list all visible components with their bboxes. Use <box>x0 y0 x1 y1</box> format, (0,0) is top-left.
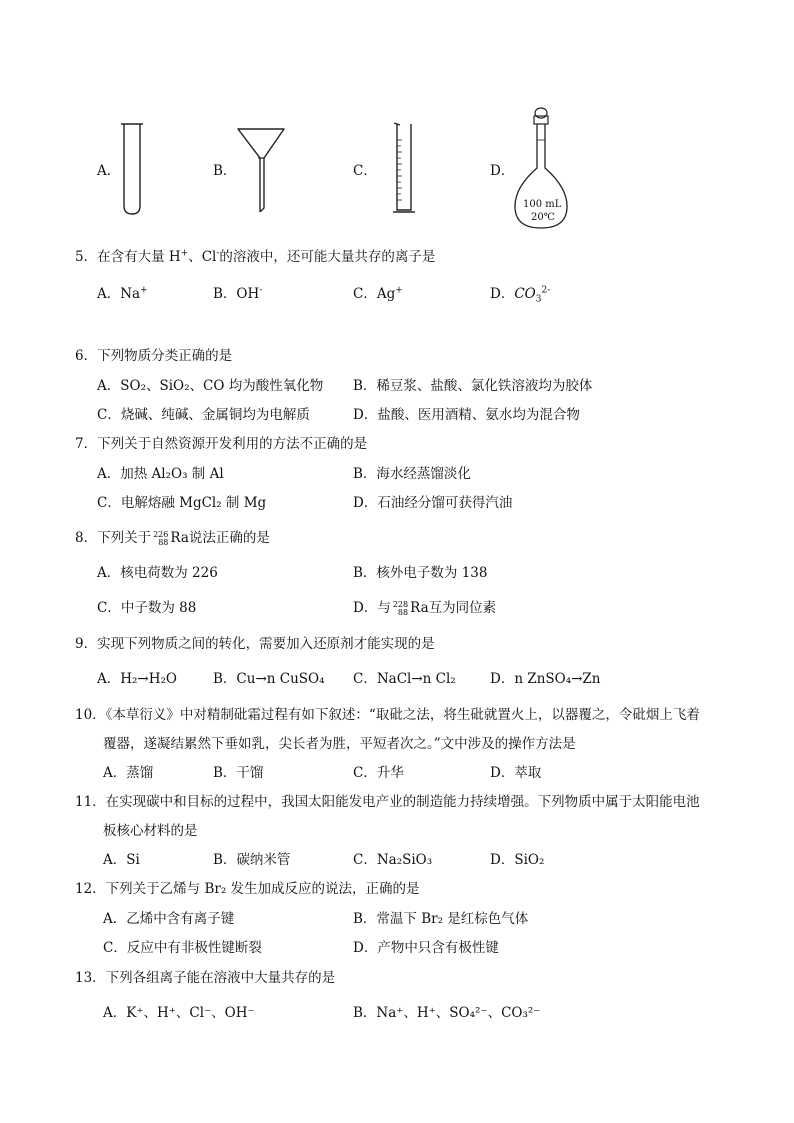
q12-option-d: D．产物中只含有极性键 <box>353 940 499 956</box>
q9-option-a: A．H₂→H₂O <box>97 671 177 687</box>
q5-option-a <box>97 285 148 303</box>
q8-stem <box>75 529 270 547</box>
q10-stem-line1: 10．《本草衍义》中对精制砒霜过程有如下叙述：“取砒之法，将生砒就置火上，以器覆之，令砒烟上飞着 <box>75 707 700 723</box>
q8-atomic-number: 88 <box>158 537 169 547</box>
q6-option-c: C．烧碱、纯碱、金属铜均为电解质 <box>97 407 310 423</box>
q8-d-mass-number: 228 <box>392 599 409 609</box>
q11-option-b: B．碳纳米管 <box>213 852 291 868</box>
q5-stem-part: 的溶液中，还可能大量共存的离子是 <box>219 249 436 265</box>
q5-a-sup: + <box>140 285 148 296</box>
q13-stem: 13．下列各组离子能在溶液中大量共存的是 <box>75 970 336 986</box>
q8-option-b: B．核外电子数为 138 <box>353 565 488 581</box>
q5-c-text: C．Ag <box>353 286 396 302</box>
q5-d-sup: 2- <box>541 285 551 296</box>
q8-d-part: 互为同位素 <box>428 600 497 616</box>
q10-option-b: B．干馏 <box>213 765 264 781</box>
q11-option-d: D．SiO₂ <box>490 852 545 868</box>
flask-label-volume: 100 mL <box>523 199 562 210</box>
q7-option-d: D．石油经分馏可获得汽油 <box>353 495 513 511</box>
q9-option-c: C．NaCl→n Cl₂ <box>353 671 456 687</box>
q5-d-text: D． <box>490 286 515 302</box>
q11-stem-line2: 板核心材料的是 <box>103 823 198 839</box>
q5-b-text: B．OH <box>213 286 260 302</box>
q9-option-d: D．n ZnSO₄→Zn <box>490 671 601 687</box>
q6-option-b: B．稀豆浆、盐酸、氯化铁溶液均为胶体 <box>353 378 593 394</box>
q10-stem-line2: 覆器，遂凝结累然下垂如乳，尖长者为胜，平短者次之。”文中涉及的操作方法是 <box>103 736 576 752</box>
q6-option-a: A．SO₂、SiO₂、CO 均为酸性氧化物 <box>97 378 324 394</box>
q6-option-d: D．盐酸、医用酒精、氨水均为混合物 <box>353 407 580 423</box>
q8-d-atomic-number: 88 <box>397 607 409 617</box>
q8-option-a: A．核电荷数为 226 <box>97 565 218 581</box>
q5-d-formula: CO <box>514 286 536 302</box>
q4-option-c-letter: C． <box>353 163 377 179</box>
q8-d-part: D．与 <box>353 600 391 616</box>
q8-stem-part: 8．下列关于 <box>75 530 152 546</box>
q5-b-sup: - <box>259 285 263 296</box>
q5-option-d <box>490 285 550 303</box>
q10-option-c: C．升华 <box>353 765 404 781</box>
q6-stem: 6．下列物质分类正确的是 <box>75 348 233 364</box>
q8-element: Ra <box>170 530 189 546</box>
q5-d-sub: 3 <box>535 294 542 305</box>
q8-d-nuclide-numbers <box>393 601 408 617</box>
q4-option-b-letter: B． <box>213 163 237 179</box>
q10-option-d: D．萃取 <box>490 765 542 781</box>
q8-d-element: Ra <box>410 600 429 616</box>
q5-sup: + <box>180 248 189 259</box>
q7-option-a: A．加热 Al₂O₃ 制 Al <box>97 466 224 482</box>
q5-stem-part: 5．在含有大量 H <box>75 249 181 265</box>
q9-option-b: B．Cu→n CuSO₄ <box>213 671 325 687</box>
q12-stem: 12．下列关于乙烯与 Br₂ 发生加成反应的说法，正确的是 <box>75 881 420 897</box>
q11-option-c: C．Na₂SiO₃ <box>353 852 433 868</box>
q9-stem: 9．实现下列物质之间的转化，需要加入还原剂才能实现的是 <box>75 636 435 652</box>
graduated-cylinder-icon <box>390 120 418 216</box>
q5-stem-part: 、Cl <box>188 249 217 265</box>
q4-option-a-letter: A． <box>97 163 121 179</box>
q5-stem <box>75 248 435 266</box>
q5-a-text: A．Na <box>97 286 141 302</box>
test-tube-icon <box>118 120 146 218</box>
q5-option-c <box>353 285 403 303</box>
q7-stem: 7．下列关于自然资源开发利用的方法不正确的是 <box>75 436 368 452</box>
q10-option-a: A．蒸馏 <box>103 765 154 781</box>
q13-option-a: A．K⁺、H⁺、Cl⁻、OH⁻ <box>103 1005 255 1021</box>
q12-option-a: A．乙烯中含有离子键 <box>103 911 235 927</box>
q8-stem-part: 说法正确的是 <box>188 530 270 546</box>
q5-sup: - <box>216 248 220 259</box>
q12-option-b: B．常温下 Br₂ 是红棕色气体 <box>353 911 529 927</box>
q7-option-c: C．电解熔融 MgCl₂ 制 Mg <box>97 495 267 511</box>
q8-option-c: C．中子数为 88 <box>97 600 197 616</box>
q5-c-sup: + <box>395 285 403 296</box>
q11-stem-line1: 11．在实现碳中和目标的过程中，我国太阳能发电产业的制造能力持续增强。下列物质中属于太阳能电池 <box>75 794 700 810</box>
flask-label-temp: 20℃ <box>531 212 555 223</box>
q13-option-b: B．Na⁺、H⁺、SO₄²⁻、CO₃²⁻ <box>353 1005 541 1021</box>
q4-option-d-letter: D． <box>490 163 515 179</box>
q8-option-d <box>353 599 496 617</box>
q11-option-a: A．Si <box>103 852 140 868</box>
q8-mass-number: 226 <box>153 529 169 539</box>
q7-option-b: B．海水经蒸馏淡化 <box>353 466 471 482</box>
q8-nuclide-numbers <box>153 531 168 547</box>
q12-option-c: C．反应中有非极性键断裂 <box>103 940 262 956</box>
q5-option-b <box>213 285 262 303</box>
funnel-icon <box>236 126 286 212</box>
